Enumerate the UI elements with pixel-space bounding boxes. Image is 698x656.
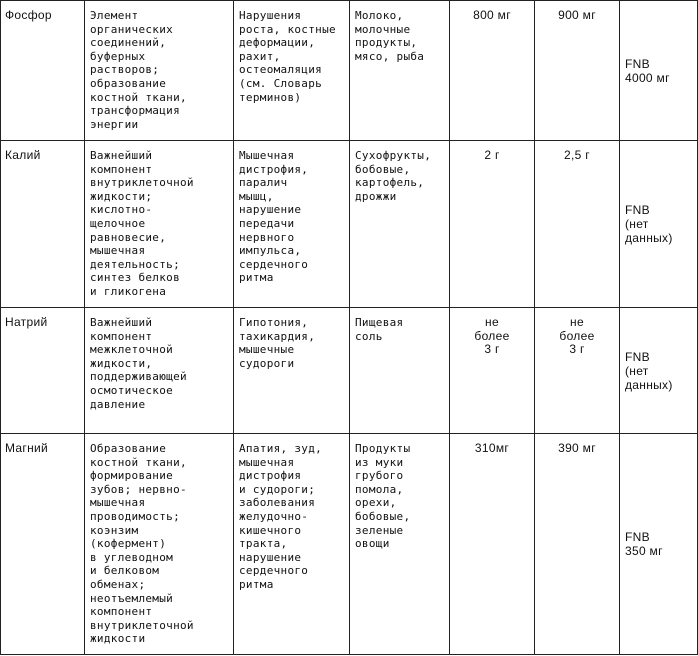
deficiency-cell: Мышечная дистрофия, паралич мышц, нарушение передачи нервного импульса, сердечного ритма [234,141,350,308]
norm-b-cell: 900 мг [535,1,620,141]
norm-a-cell: не более 3 г [450,308,535,434]
norm-b-cell: 2,5 г [535,141,620,308]
limit-cell: FNB (нет данных) [620,308,698,434]
norm-b-cell: 390 мг [535,434,620,655]
element-name: Фосфор [1,1,85,141]
norm-a-cell: 310мг [450,434,535,655]
element-name: Натрий [1,308,85,434]
table-row-magnesium [1,434,698,655]
deficiency-cell: Нарушения роста, костные деформации, рахит, остеомаляция (см. Словарь терминов) [234,1,350,141]
table-row-phosphorus [1,1,698,141]
function-cell: Образование костной ткани, формирование зубов; нервно- мышечная проводимость; коэнзим (кофермент) в углеводном и белковом обменах; неотъемлемый компонент внутриклеточной жидкости [85,434,234,655]
element-name: Калий [1,141,85,308]
norm-a-cell: 800 мг [450,1,535,141]
element-name: Магний [1,434,85,655]
norm-a-cell: 2 г [450,141,535,308]
function-cell: Элемент органических соединений, буферных растворов; образование костной ткани, трансформация энергии [85,1,234,141]
limit-cell: FNB 4000 мг [620,1,698,141]
function-cell: Важнейший компонент внутриклеточной жидкости; кислотно- щелочное равновесие, мышечная деятельность; синтез белков и гликогена [85,141,234,308]
norm-b-cell: не более 3 г [535,308,620,434]
limit-cell: FNB (нет данных) [620,141,698,308]
function-cell: Важнейший компонент межклеточной жидкости, поддерживающей осмотическое давление [85,308,234,434]
deficiency-cell: Гипотония, тахикардия, мышечные судороги [234,308,350,434]
limit-cell: FNB 350 мг [620,434,698,655]
sources-cell: Пищевая соль [350,308,450,434]
table-row-potassium [1,141,698,308]
sources-cell: Молоко, молочные продукты, мясо, рыба [350,1,450,141]
sources-cell: Продукты из муки грубого помола, орехи, бобовые, зеленые овощи [350,434,450,655]
deficiency-cell: Апатия, зуд, мышечная дистрофия и судороги; заболевания желудочно- кишечного тракта, нарушение сердечного ритма [234,434,350,655]
sources-cell: Сухофрукты, бобовые, картофель, дрожжи [350,141,450,308]
table-row-sodium [1,308,698,434]
